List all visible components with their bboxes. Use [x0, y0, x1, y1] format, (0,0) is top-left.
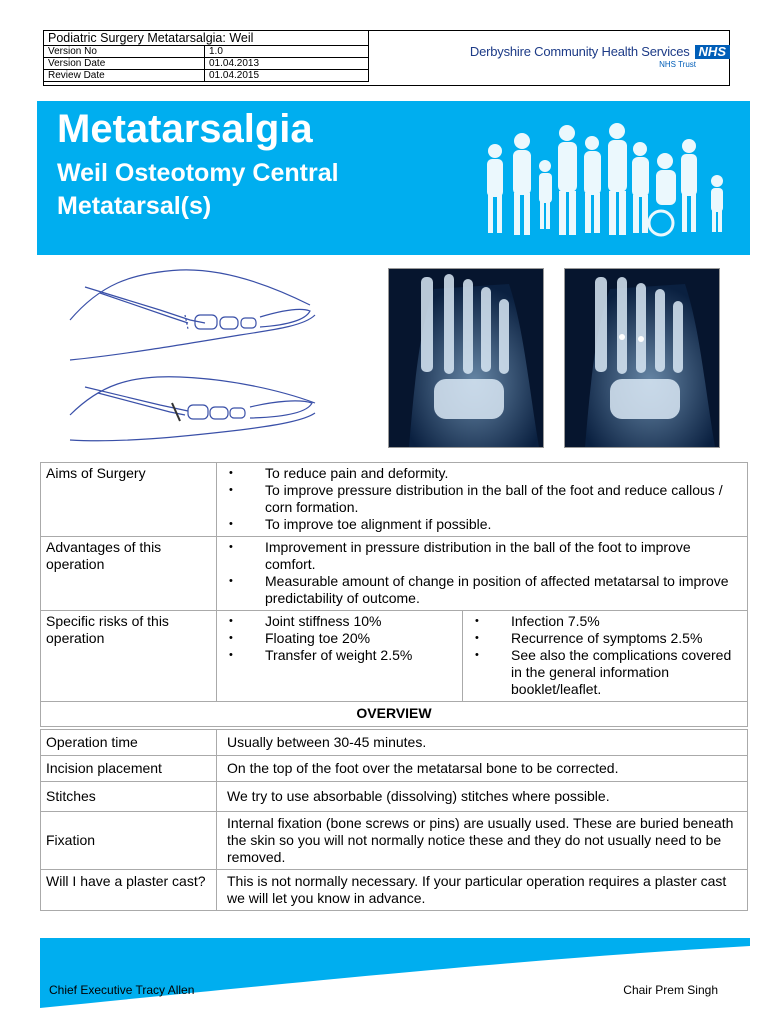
list-item: • To reduce pain and deformity. — [257, 465, 742, 482]
table-row — [41, 812, 748, 870]
information-table — [40, 462, 748, 911]
operation-time-label: Operation time — [41, 730, 217, 756]
advantages-label: Advantages of this operation — [41, 537, 217, 611]
xray-after-image — [564, 268, 720, 448]
incision-placement-label: Incision placement — [41, 756, 217, 782]
risks-label: Specific risks of this operation — [41, 611, 217, 702]
list-item: • To improve pressure distribution in the ball of the foot and reduce callous / corn formation. — [257, 482, 742, 516]
xray-before-image — [388, 268, 544, 448]
version-no-label: Version No — [44, 46, 205, 58]
list-item: • Improvement in pressure distribution in the ball of the foot to improve comfort. — [257, 539, 742, 573]
organisation-logo — [470, 44, 730, 69]
version-date-label: Version Date — [44, 58, 205, 70]
stitches-label: Stitches — [41, 782, 217, 812]
list-item: • Recurrence of symptoms 2.5% — [503, 630, 742, 647]
nhs-logo: NHS — [695, 45, 730, 59]
footer-chair: Chair Prem Singh — [623, 983, 718, 997]
plaster-cast-value: This is not normally necessary. If your particular operation requires a plaster cast we will let you know in advance. — [217, 870, 748, 911]
list-item: • Measurable amount of change in position of affected metatarsal to improve predictability of outcome. — [257, 573, 742, 607]
foot-osteotomy-diagram — [60, 265, 340, 455]
list-item: • To improve toe alignment if possible. — [257, 516, 742, 533]
version-no-value: 1.0 — [205, 46, 369, 58]
list-item: • Joint stiffness 10% — [257, 613, 457, 630]
operation-time-value: Usually between 30-45 minutes. — [217, 730, 748, 756]
table-row — [41, 782, 748, 812]
review-date-value: 01.04.2015 — [205, 70, 369, 82]
table-row-advantages — [41, 537, 748, 611]
list-item: • Infection 7.5% — [503, 613, 742, 630]
aims-list — [222, 465, 742, 533]
people-silhouettes-image — [477, 121, 737, 241]
table-row-aims — [41, 463, 748, 537]
incision-placement-value: On the top of the foot over the metatarsal bone to be corrected. — [217, 756, 748, 782]
banner-subtitle-line1: Weil Osteotomy Central — [57, 159, 339, 187]
footer-wave-graphic — [40, 938, 750, 1012]
plaster-cast-label: Will I have a plaster cast? — [41, 870, 217, 911]
review-date-label: Review Date — [44, 70, 205, 82]
table-row-risks — [41, 611, 748, 702]
table-row — [41, 756, 748, 782]
overview-heading: OVERVIEW — [41, 702, 748, 727]
fixation-label: Fixation — [41, 812, 217, 870]
risks-list-left — [222, 613, 457, 664]
table-row — [41, 870, 748, 911]
version-date-value: 01.04.2013 — [205, 58, 369, 70]
title-banner — [37, 101, 750, 255]
table-row — [41, 730, 748, 756]
document-title: Podiatric Surgery Metatarsalgia: Weil — [44, 31, 369, 46]
aims-label: Aims of Surgery — [41, 463, 217, 537]
banner-subtitle-line2: Metatarsal(s) — [57, 192, 212, 220]
organisation-name: Derbyshire Community Health Services — [469, 44, 690, 59]
banner-title: Metatarsalgia — [57, 107, 313, 151]
advantages-list — [222, 539, 742, 607]
nhs-trust-label: NHS Trust — [659, 60, 696, 69]
document-control-table — [43, 30, 369, 82]
list-item: • See also the complications covered in the general information booklet/leaflet. — [503, 647, 742, 698]
overview-heading-row — [41, 702, 748, 727]
list-item: • Transfer of weight 2.5% — [257, 647, 457, 664]
footer-chief-executive: Chief Executive Tracy Allen — [49, 983, 195, 997]
stitches-value: We try to use absorbable (dissolving) stitches where possible. — [217, 782, 748, 812]
fixation-value: Internal fixation (bone screws or pins) are usually used. These are buried beneath the skin so you will not normally notice these and they do not usually need to be removed. — [217, 812, 748, 870]
risks-list-right — [468, 613, 742, 698]
list-item: • Floating toe 20% — [257, 630, 457, 647]
banner-subtitle — [57, 157, 437, 223]
